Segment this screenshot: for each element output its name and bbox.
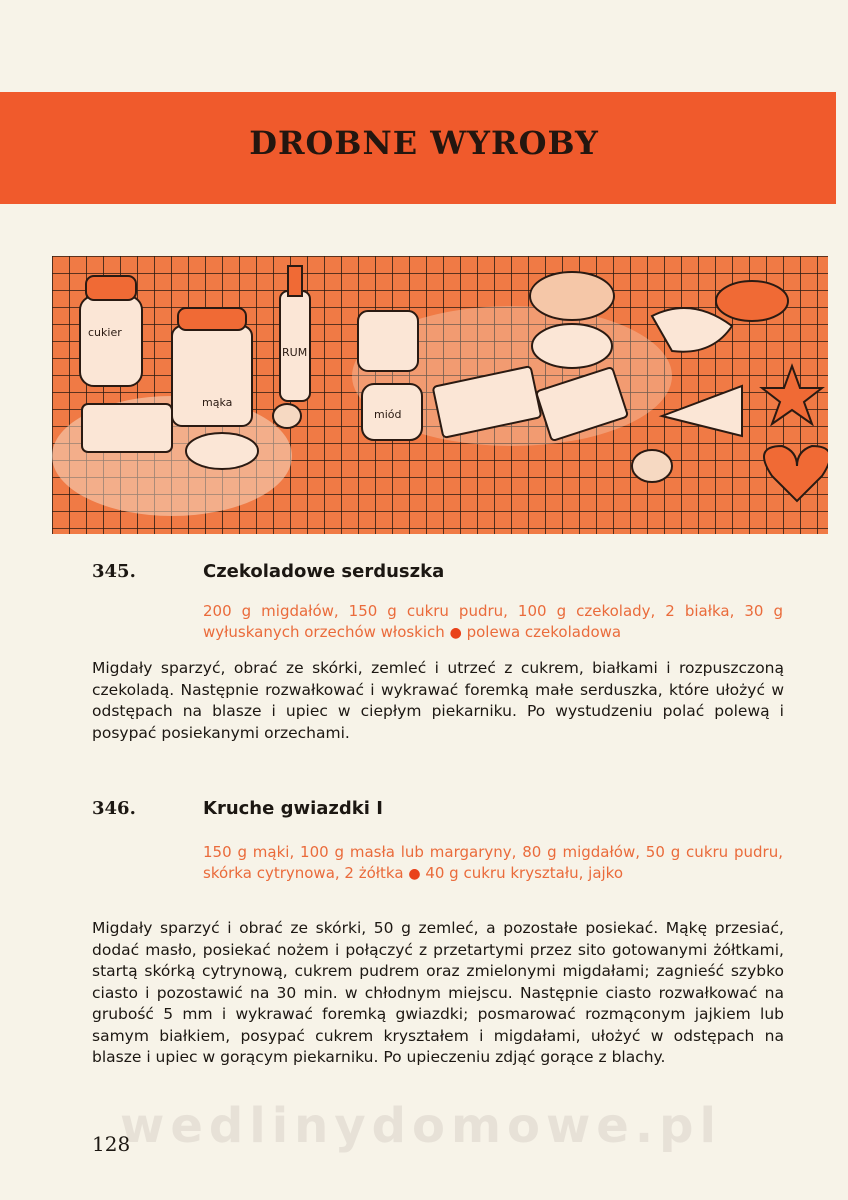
egg-icon [632,450,672,482]
oval-cookie-icon [716,281,788,321]
recipe-number: 346. [92,798,136,819]
honey-jar-icon [362,384,422,440]
preserve-jar-icon [358,311,418,371]
bullet-icon: ● [449,625,462,641]
flour-jar-icon [172,308,252,426]
swirl-roll-icon [530,272,614,320]
ingredients-main: 200 g migdałów, 150 g cukru pudru, 100 g czekolady, 2 białka, 30 g wyłuskanych orzechów włoskich [203,602,783,641]
page-number: 128 [92,1132,131,1156]
sugar-jar-icon [80,276,142,386]
honey-label: miód [374,408,402,421]
sugar-label: cukier [88,326,122,339]
ingredients-main: 150 g mąki, 100 g masła lub margaryny, 80 g migdałów, 50 g cukru pudru, skórka cytrynowa, 2 żółtka [203,843,783,882]
illustration-drawing [52,256,828,534]
recipe-title: Kruche gwiazdki I [203,798,383,819]
butter-icon [82,404,172,452]
ingredients-extra: polewa czekoladowa [466,623,622,641]
recipe-title: Czekoladowe serduszka [203,561,445,582]
chapter-title: DROBNE WYROBY [249,124,599,162]
bullet-icon: ● [408,866,421,882]
watermark: wedlinydomowe.pl [120,1098,722,1154]
ingredients-extra: 40 g cukru kryształu, jajko [425,864,624,882]
pastry-illustration [52,256,828,534]
recipe-ingredients [203,601,783,644]
rum-label: RUM [282,346,308,359]
nut-bowl-icon [186,433,258,469]
recipe-number: 345. [92,561,136,582]
plate-icon [532,324,612,368]
recipe-ingredients [203,842,783,885]
recipe-instructions: Migdały sparzyć i obrać ze skórki, 50 g zemleć, a pozostałe posiekać. Mąkę przesiać, dodać masło, posiekać nożem i połączyć z przetartymi przez sito gotowanymi żółtkami, startą skórką cytrynową, cukrem pudrem oraz zmielonymi migdałami; zagnieść szybko ciasto i pozostawić na 30 min. w chłodnym miejscu. Następnie ciasto rozwałkować na grubość 5 mm i wykrawać foremką gwiazdki; posmarować rozmąconym jajkiem lub samym białkiem, posypać cukrem kryształem i migdałami, ułożyć w odstępach na blasze i upiec w gorącym piekarniku. Po upieczeniu zdjąć gorące z blachy. [92,919,784,1066]
recipe-instructions: Migdały sparzyć, obrać ze skórki, zemleć i utrzeć z cukrem, białkami i rozpuszczoną czekoladą. Następnie rozwałkować i wykrawać foremką małe serduszka, które ułożyć w odstępach na blasze i upiec w ciepłym piekarniku. Po wystudzeniu polać polewą i posypać posiekanymi orzechami. [92,659,784,742]
flour-label: mąka [202,396,233,409]
egg-icon [273,404,301,428]
